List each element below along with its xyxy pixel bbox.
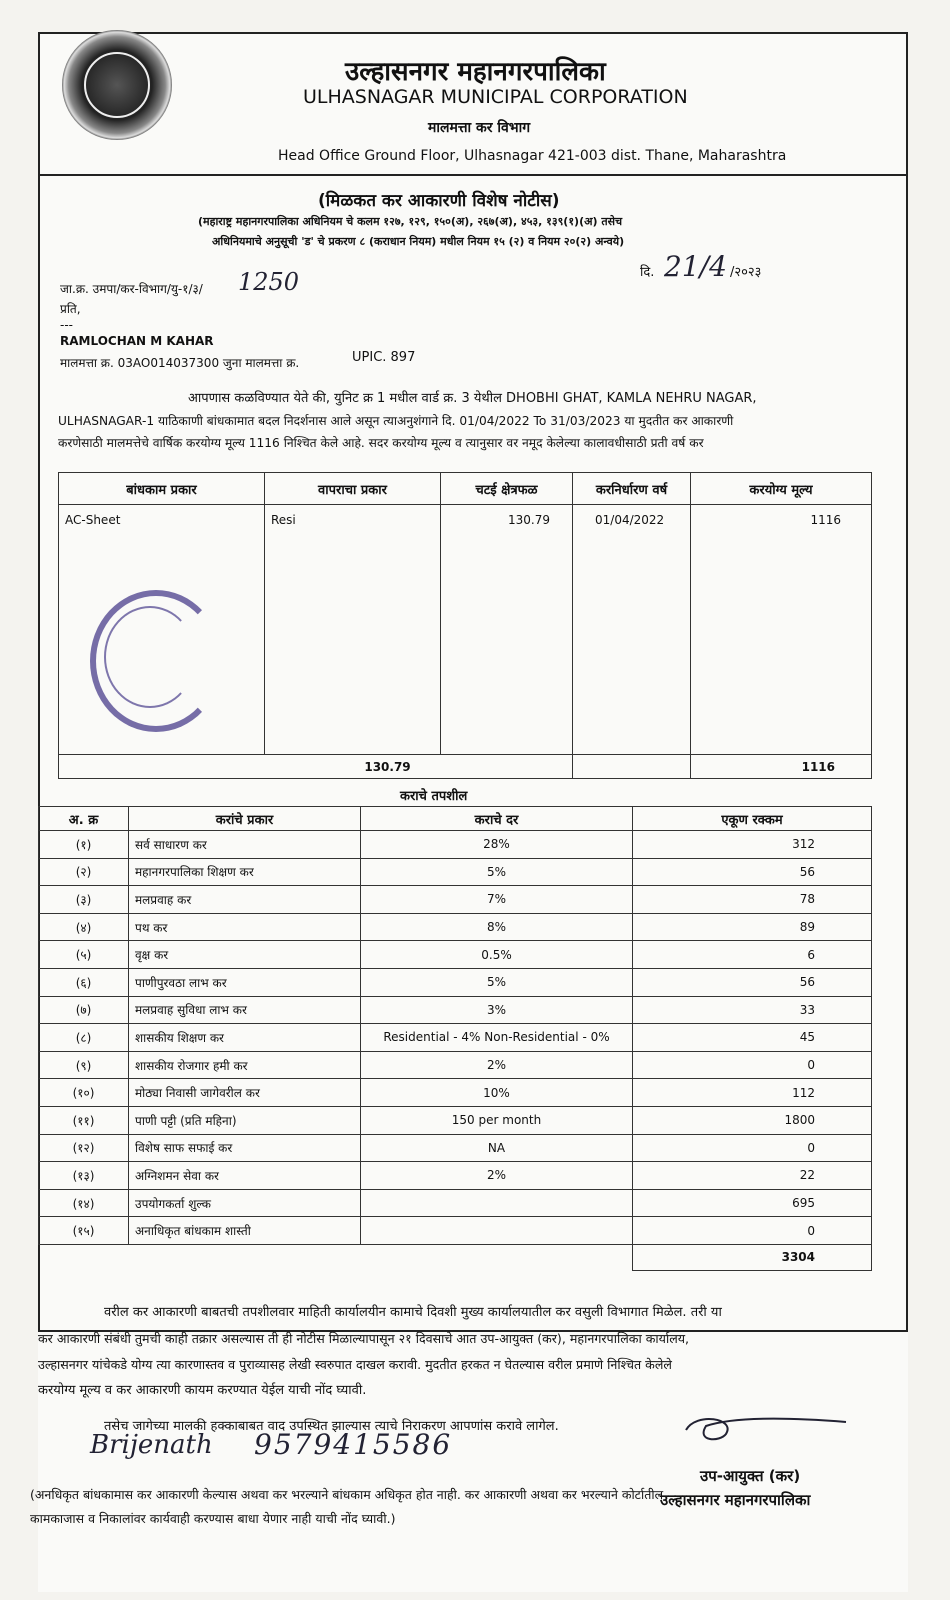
date-year: /२०२३	[730, 265, 762, 280]
tax-type: शासकीय रोजगार हमी कर	[129, 1051, 361, 1079]
tax-type: अग्निशमन सेवा कर	[129, 1162, 361, 1190]
tax-serial: (११)	[39, 1106, 129, 1134]
footer-line-5: तसेच जागेच्या मालकी हक्काबाबत वाद उपस्थित झाल्यास त्याचे निराकरण आपणांस करावे लागेल.	[104, 1419, 559, 1434]
tax-amount: 695	[633, 1189, 872, 1217]
table-row	[39, 831, 872, 859]
tax-type: पाणी पट्टी (प्रति महिना)	[129, 1106, 361, 1134]
col-serial: अ. क्र	[39, 807, 129, 831]
dash-line: ---	[60, 318, 73, 332]
tax-amount: 312	[633, 831, 872, 859]
table-row	[39, 886, 872, 914]
office-address: Head Office Ground Floor, Ulhasnagar 421-003 dist. Thane, Maharashtra	[278, 148, 787, 164]
tax-type: वृक्ष कर	[129, 941, 361, 969]
tax-amount: 45	[633, 1024, 872, 1052]
property-number: मालमत्ता क्र. 03AO014037300 जुना मालमत्ता क्र.	[60, 356, 300, 370]
header-divider	[40, 174, 906, 176]
table-row	[39, 913, 872, 941]
cell-year: 01/04/2022	[573, 505, 691, 755]
tax-type: सर्व साधारण कर	[129, 831, 361, 859]
col-carpet-area: चटई क्षेत्रफळ	[441, 473, 573, 505]
tax-serial: (९)	[39, 1051, 129, 1079]
reference-number: 1250	[238, 268, 300, 296]
table-row	[39, 996, 872, 1024]
tax-amount: 0	[633, 1051, 872, 1079]
tax-serial: (५)	[39, 941, 129, 969]
tax-serial: (४)	[39, 913, 129, 941]
tax-rate: 5%	[361, 858, 633, 886]
col-construction-type: बांधकाम प्रकार	[59, 473, 265, 505]
tax-rate: 2%	[361, 1162, 633, 1190]
col-tax-rate: कराचे दर	[361, 807, 633, 831]
intro-line-1: आपणास कळविण्यात येते की, युनिट क्र 1 मधील वार्ड क्र. 3 येथील DHOBHI GHAT, KAMLA NEHRU NAGAR,	[188, 391, 757, 406]
tax-serial: (३)	[39, 886, 129, 914]
footer-line-2: कर आकारणी संबंधी तुमची काही तक्रार असल्यास ती ही नोटीस मिळाल्यापासून २१ दिवसाचे आत उप-आयुक्त (कर), महानगरपालिका कार्यालय,	[38, 1331, 690, 1346]
tax-serial: (६)	[39, 968, 129, 996]
tax-amount: 89	[633, 913, 872, 941]
department-name: मालमत्ता कर विभाग	[428, 120, 531, 136]
org-title-english: ULHASNAGAR MUNICIPAL CORPORATION	[303, 86, 688, 108]
intro-line-3: करणेसाठी मालमत्तेचे वार्षिक करयोग्य मूल्य 1116 निश्चित केले आहे. सदर करयोग्य मूल्य व त्यानुसार वर नमूद केलेल्या कालावधीसाठी प्रती वर्ष कर	[58, 436, 704, 450]
tax-type: विशेष साफ सफाई कर	[129, 1134, 361, 1162]
tax-type: मोठ्या निवासी जागेवरील कर	[129, 1079, 361, 1107]
date-label: दि.	[640, 265, 655, 280]
table-row	[39, 1051, 872, 1079]
tax-serial: (१२)	[39, 1134, 129, 1162]
signatory-designation: उप-आयुक्त (कर)	[700, 1467, 801, 1485]
official-stamp-inner	[104, 606, 196, 708]
upic-number: UPIC. 897	[352, 350, 416, 365]
tax-amount: 0	[633, 1134, 872, 1162]
tax-rate	[361, 1217, 633, 1245]
handwritten-name: Brijenath	[90, 1430, 213, 1460]
tax-rate: 7%	[361, 886, 633, 914]
tax-amount: 1800	[633, 1106, 872, 1134]
tax-serial: (८)	[39, 1024, 129, 1052]
tax-rate: 3%	[361, 996, 633, 1024]
tax-table	[38, 806, 872, 1271]
cell-usage: Resi	[265, 505, 441, 755]
signature-mark	[676, 1408, 856, 1448]
tax-amount: 6	[633, 941, 872, 969]
table-row	[39, 968, 872, 996]
notice-title: (मिळकत कर आकारणी विशेष नोटीस)	[318, 191, 560, 211]
tax-type: शासकीय शिक्षण कर	[129, 1024, 361, 1052]
tax-rate: 8%	[361, 913, 633, 941]
reference-label: जा.क्र. उमपा/कर-विभाग/यु-१/३/	[60, 282, 203, 296]
table-row	[39, 1134, 872, 1162]
tax-rate: 150 per month	[361, 1106, 633, 1134]
footer-line-3: उल्हासनगर यांचेकडे योग्य त्या कारणास्तव व पुराव्यासह लेखी स्वरुपात दाखल करावी. मुदतीत हरकत न घेतल्यास वरील प्रमाणे निश्चित केलेले	[38, 1357, 672, 1372]
table-total-row	[59, 755, 872, 779]
tax-total-row	[39, 1244, 872, 1270]
tax-serial: (७)	[39, 996, 129, 1024]
col-assessment-year: करनिर्धारण वर्ष	[573, 473, 691, 505]
cell-construction: AC-Sheet	[59, 505, 265, 755]
cell-value: 1116	[691, 505, 872, 755]
col-total-amount: एकूण रक्कम	[633, 807, 872, 831]
tax-type: पथ कर	[129, 913, 361, 941]
tax-serial: (१४)	[39, 1189, 129, 1217]
tax-rate: Residential - 4% Non-Residential - 0%	[361, 1024, 633, 1052]
footer-line-1: वरील कर आकारणी बाबतची तपशीलवार माहिती कार्यालयीन कामाचे दिवशी मुख्य कार्यालयातील कर वसुली विभागात मिळेल. तरी या	[104, 1305, 722, 1320]
date-handwritten: 21/4	[664, 250, 727, 283]
table-row	[39, 1106, 872, 1134]
tax-type: पाणीपुरवठा लाभ कर	[129, 968, 361, 996]
intro-line-2: ULHASNAGAR-1 याठिकाणी बांधकामात बदल निदर्शनास आले असून त्याअनुशंगाने दि. 01/04/2022 To 31/03/2023 या मुदतीत कर आकारणी	[58, 414, 734, 428]
tax-amount: 56	[633, 968, 872, 996]
footnote-line-1: (अनधिकृत बांधकामास कर आकारणी केल्यास अथवा कर भरल्याने बांधकाम अधिकृत होत नाही. कर आकारणी अथवा कर भरल्याने कोर्टातील	[30, 1487, 664, 1502]
col-usage-type: वापराचा प्रकार	[265, 473, 441, 505]
cell-area: 130.79	[441, 505, 573, 755]
table-row	[39, 941, 872, 969]
tax-rate	[361, 1189, 633, 1217]
notice-subtitle-1: (महाराष्ट्र महानगरपालिका अधिनियम चे कलम १२७, १२९, १५०(अ), २६७(अ), ४५३, १३९(१)(अ) तसेच	[198, 215, 623, 228]
signatory-organisation: उल्हासनगर महानगरपालिका	[660, 1491, 811, 1509]
table-row	[39, 1217, 872, 1245]
org-title-marathi: उल्हासनगर महानगरपालिका	[345, 57, 606, 87]
table-row	[39, 1079, 872, 1107]
tax-amount: 33	[633, 996, 872, 1024]
tax-amount: 78	[633, 886, 872, 914]
tax-section-title: कराचे तपशील	[400, 789, 468, 804]
tax-rate: 2%	[361, 1051, 633, 1079]
table-row	[39, 858, 872, 886]
tax-serial: (१५)	[39, 1217, 129, 1245]
tax-serial: (२)	[39, 858, 129, 886]
tax-serial: (१)	[39, 831, 129, 859]
footnote-line-2: कामकाजास व निकालांवर कार्यवाही करण्यास बाधा येणार नाही याची नोंद घ्यावी.)	[30, 1511, 396, 1526]
corporation-seal-logo	[62, 30, 172, 140]
handwritten-phone: 9579415586	[254, 1428, 453, 1461]
tax-rate: NA	[361, 1134, 633, 1162]
tax-amount: 0	[633, 1217, 872, 1245]
tax-rate: 5%	[361, 968, 633, 996]
tax-serial: (१३)	[39, 1162, 129, 1190]
tax-rate: 10%	[361, 1079, 633, 1107]
tax-grand-total: 3304	[633, 1244, 872, 1270]
total-area: 130.79	[59, 755, 573, 779]
col-tax-type: करांचे प्रकार	[129, 807, 361, 831]
tax-type: अनाधिकृत बांधकाम शास्ती	[129, 1217, 361, 1245]
tax-rate: 0.5%	[361, 941, 633, 969]
table-row	[39, 1162, 872, 1190]
table-row	[39, 1189, 872, 1217]
tax-type: मलप्रवाह कर	[129, 886, 361, 914]
tax-amount: 112	[633, 1079, 872, 1107]
tax-amount: 22	[633, 1162, 872, 1190]
tax-rate: 28%	[361, 831, 633, 859]
prati-label: प्रति,	[60, 302, 81, 316]
total-value: 1116	[691, 755, 872, 779]
tax-serial: (१०)	[39, 1079, 129, 1107]
tax-type: महानगरपालिका शिक्षण कर	[129, 858, 361, 886]
tax-amount: 56	[633, 858, 872, 886]
table-row	[39, 1024, 872, 1052]
notice-subtitle-2: अधिनियमाचे अनुसूची 'ड' चे प्रकरण ८ (कराधान नियम) मधील नियम १५ (२) व नियम २०(२) अन्वये)	[212, 235, 625, 248]
tax-type: उपयोगकर्ता शुल्क	[129, 1189, 361, 1217]
footer-line-4: करयोग्य मूल्य व कर आकारणी कायम करण्यात येईल याची नोंद घ्यावी.	[38, 1383, 367, 1398]
tax-type: मलप्रवाह सुविधा लाभ कर	[129, 996, 361, 1024]
col-rateable-value: करयोग्य मूल्य	[691, 473, 872, 505]
owner-name: RAMLOCHAN M KAHAR	[60, 334, 214, 348]
